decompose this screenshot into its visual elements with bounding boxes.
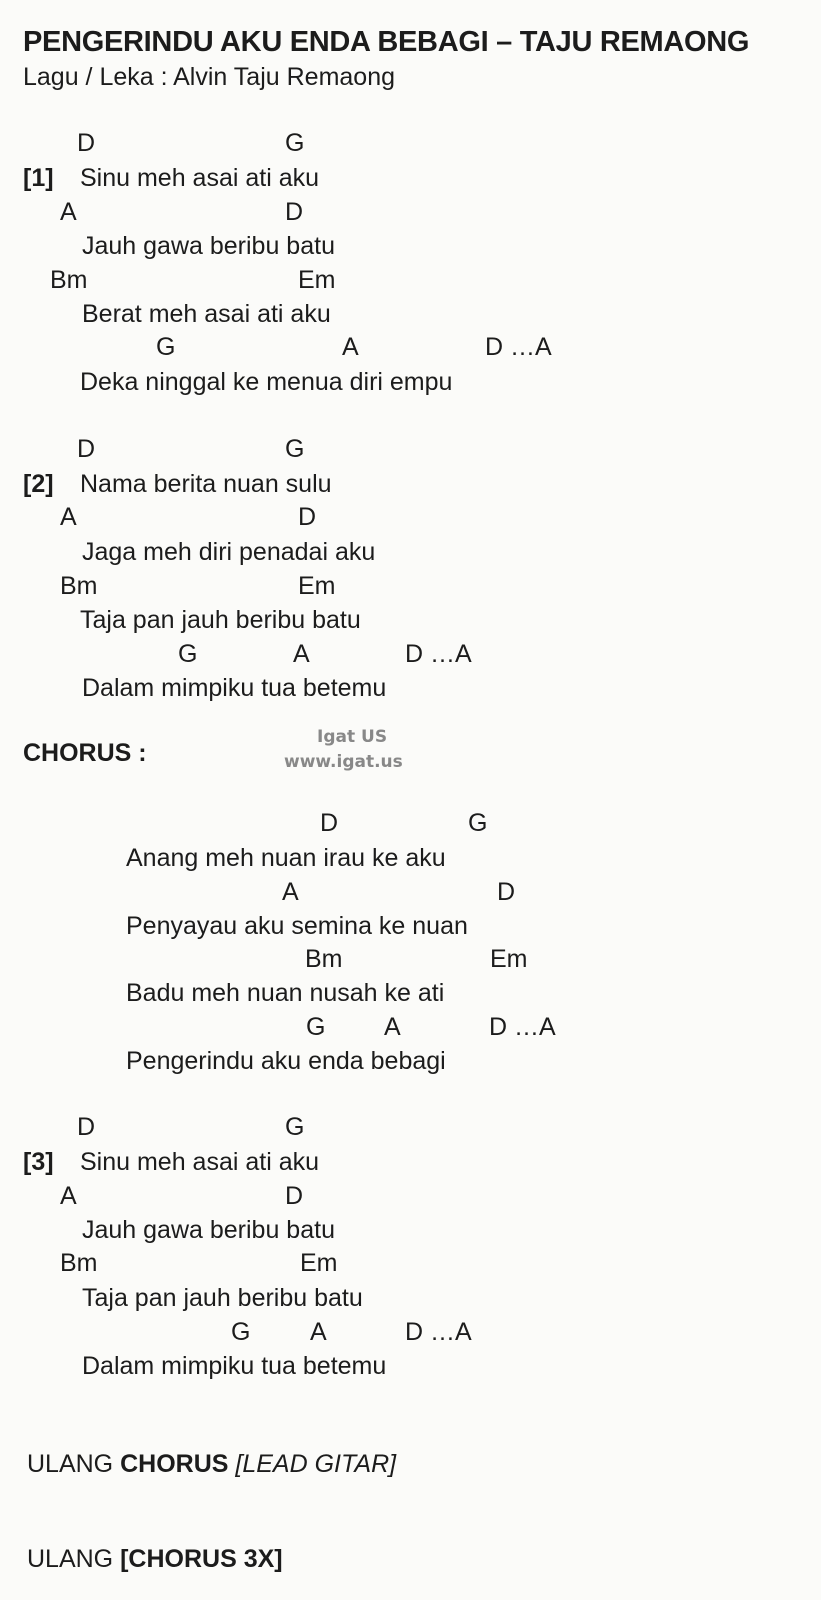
chord: G bbox=[156, 333, 176, 361]
chord: D bbox=[285, 198, 304, 226]
chord: A bbox=[310, 1318, 327, 1346]
chord: G bbox=[468, 809, 488, 837]
verse-number: [2] bbox=[23, 470, 54, 498]
chord: D bbox=[298, 503, 317, 531]
lyric-line: Sinu meh asai ati aku bbox=[80, 1148, 320, 1176]
chorus-3x-label: [CHORUS 3X] bbox=[120, 1545, 283, 1573]
lyric-line: Anang meh nuan irau ke aku bbox=[126, 844, 446, 872]
repeat-chorus-lead-guitar bbox=[27, 1452, 396, 1477]
chord: A bbox=[60, 198, 77, 226]
lyric-line: Badu meh nuan nusah ke ati bbox=[126, 979, 445, 1007]
chord: Em bbox=[300, 1249, 338, 1277]
chord: D bbox=[285, 1182, 304, 1210]
chord: D bbox=[320, 809, 339, 837]
lyric-line: Nama berita nuan sulu bbox=[80, 470, 332, 498]
chorus-heading: CHORUS : bbox=[23, 739, 147, 767]
chord: Em bbox=[298, 572, 336, 600]
chord: D bbox=[77, 435, 96, 463]
chord: A bbox=[384, 1013, 401, 1041]
lyric-line: Jauh gawa beribu batu bbox=[82, 232, 335, 260]
chord: D …A bbox=[405, 640, 472, 668]
chord: Bm bbox=[60, 1249, 98, 1277]
chord: A bbox=[282, 878, 299, 906]
chord: A bbox=[293, 640, 310, 668]
chord: G bbox=[231, 1318, 251, 1346]
chord: D …A bbox=[405, 1318, 472, 1346]
chord: Bm bbox=[50, 266, 88, 294]
chord: G bbox=[285, 1113, 305, 1141]
verse-number: [1] bbox=[23, 164, 54, 192]
chord: Bm bbox=[60, 572, 98, 600]
chord: Em bbox=[490, 945, 528, 973]
chord: G bbox=[306, 1013, 326, 1041]
song-credit: Lagu / Leka : Alvin Taju Remaong bbox=[23, 63, 396, 91]
lyric-line: Taja pan jauh beribu batu bbox=[80, 606, 361, 634]
verse-number: [3] bbox=[23, 1148, 54, 1176]
lead-guitar-label: [LEAD GITAR] bbox=[235, 1450, 397, 1478]
chord: Em bbox=[298, 266, 336, 294]
lyric-line: Taja pan jauh beribu batu bbox=[82, 1284, 363, 1312]
chord: G bbox=[285, 435, 305, 463]
lyric-line: Jauh gawa beribu batu bbox=[82, 1216, 335, 1244]
repeat-chorus-label: CHORUS bbox=[120, 1450, 229, 1478]
lyric-line: Pengerindu aku enda bebagi bbox=[126, 1047, 446, 1075]
lyric-line: Dalam mimpiku tua betemu bbox=[82, 1352, 387, 1380]
lyric-line: Penyayau aku semina ke nuan bbox=[126, 912, 468, 940]
chord: D …A bbox=[485, 333, 552, 361]
lyric-line: Dalam mimpiku tua betemu bbox=[82, 674, 387, 702]
repeat-prefix: ULANG bbox=[27, 1450, 121, 1478]
chord: D …A bbox=[489, 1013, 556, 1041]
lyric-line: Jaga meh diri penadai aku bbox=[82, 538, 376, 566]
watermark-name: Igat US bbox=[317, 727, 388, 747]
chord: A bbox=[60, 503, 77, 531]
repeat-chorus-3x bbox=[27, 1547, 283, 1572]
watermark-url: www.igat.us bbox=[284, 752, 403, 772]
chord: A bbox=[342, 333, 359, 361]
repeat-prefix: ULANG bbox=[27, 1545, 121, 1573]
chord: D bbox=[77, 129, 96, 157]
chord: G bbox=[178, 640, 198, 668]
song-title: PENGERINDU AKU ENDA BEBAGI – TAJU REMAONG bbox=[23, 26, 750, 58]
chord: D bbox=[77, 1113, 96, 1141]
chord: D bbox=[497, 878, 516, 906]
lyric-line: Sinu meh asai ati aku bbox=[80, 164, 320, 192]
chord: A bbox=[60, 1182, 77, 1210]
lyric-line: Berat meh asai ati aku bbox=[82, 300, 331, 328]
chord: G bbox=[285, 129, 305, 157]
chord: Bm bbox=[305, 945, 343, 973]
lyric-line: Deka ninggal ke menua diri empu bbox=[80, 368, 453, 396]
